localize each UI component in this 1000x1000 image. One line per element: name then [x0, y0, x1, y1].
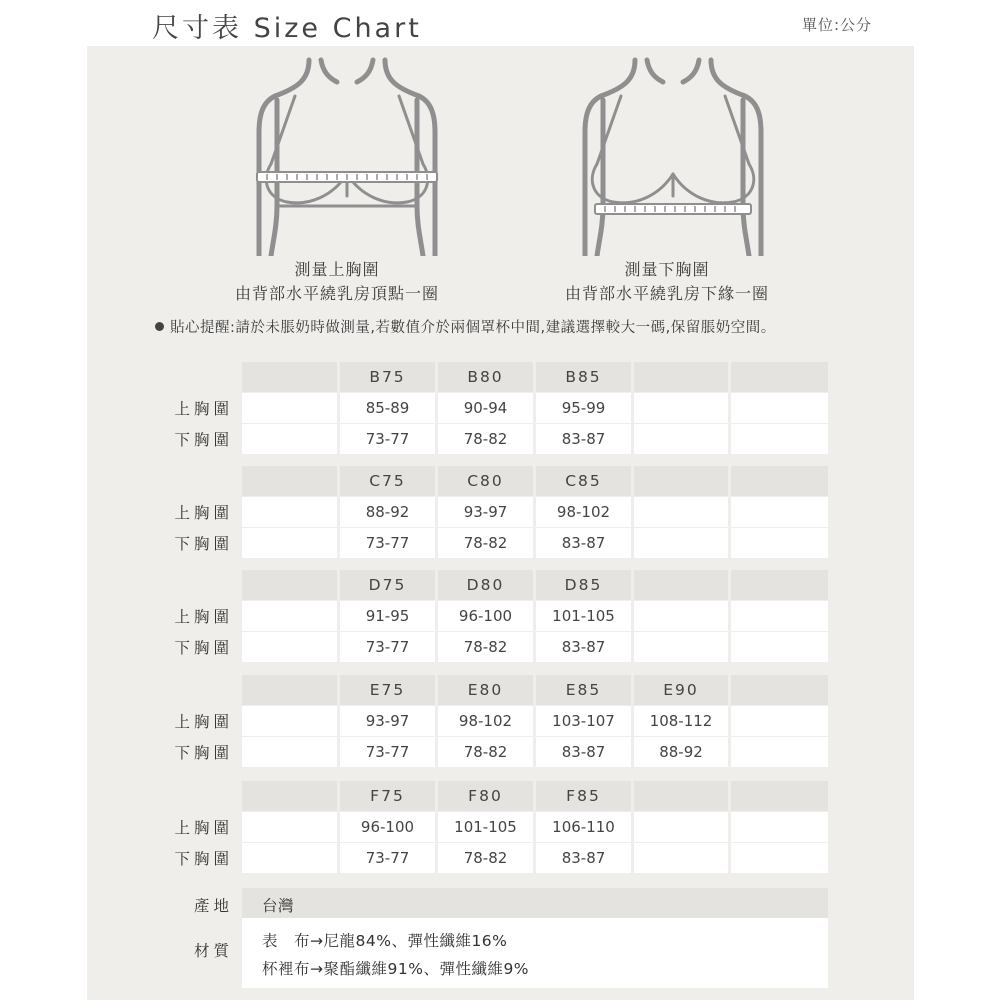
size-header-cell: D80 [438, 570, 533, 600]
under-bust-caption: 測量下胸圍 [624, 260, 710, 279]
bust-measure-icon [247, 56, 447, 256]
size-header-cell: B85 [536, 362, 631, 392]
under-bust-cell: 78-82 [438, 424, 533, 454]
upper-bust-label: 上胸圍 [174, 608, 233, 626]
under-bust-cell: 78-82 [438, 737, 533, 767]
upper-bust-label: 上胸圍 [174, 713, 233, 731]
upper-bust-label: 上胸圍 [174, 400, 233, 418]
under-bust-cell [731, 843, 828, 873]
under-bust-cell [634, 528, 728, 558]
under-bust-cell: 73-77 [340, 843, 435, 873]
upper-bust-cell: 103-107 [536, 706, 631, 736]
under-bust-cell [634, 632, 728, 662]
under-bust-cell [634, 424, 728, 454]
size-header-cell: D85 [536, 570, 631, 600]
under-bust-cell: 83-87 [536, 843, 631, 873]
under-bust-cell: 73-77 [340, 528, 435, 558]
under-bust-cell [634, 843, 728, 873]
upper-bust-caption: 測量上胸圍 [294, 260, 380, 279]
size-header-cell: C75 [340, 466, 435, 496]
upper-bust-cell: 96-100 [438, 601, 533, 631]
size-header-cell: F80 [438, 781, 533, 811]
upper-bust-cell: 95-99 [536, 393, 631, 423]
under-bust-cell: 78-82 [438, 843, 533, 873]
under-bust-cell [731, 424, 828, 454]
under-bust-label: 下胸圍 [174, 639, 233, 657]
upper-bust-cell: 93-97 [340, 706, 435, 736]
under-bust-cell: 73-77 [340, 737, 435, 767]
size-header-cell [634, 781, 728, 811]
table-cell-blank [242, 781, 337, 811]
underbust-measure-icon [573, 56, 773, 256]
size-header-cell [634, 362, 728, 392]
size-header-cell: C85 [536, 466, 631, 496]
under-bust-label: 下胸圍 [174, 850, 233, 868]
material-line-2: 杯裡布→聚酯纖維91%、彈性纖維9% [262, 960, 530, 978]
upper-bust-cell [731, 706, 828, 736]
upper-bust-cell: 93-97 [438, 497, 533, 527]
under-bust-cell: 78-82 [438, 632, 533, 662]
under-bust-cell: 83-87 [536, 528, 631, 558]
upper-bust-cell: 101-105 [438, 812, 533, 842]
upper-bust-cell: 98-102 [438, 706, 533, 736]
under-bust-label: 下胸圍 [174, 535, 233, 553]
size-header-cell: E90 [634, 675, 728, 705]
upper-bust-cell [731, 812, 828, 842]
origin-value: 台灣 [262, 897, 295, 915]
under-bust-cell: 83-87 [536, 424, 631, 454]
size-chart-panel [87, 46, 914, 1000]
upper-bust-cell [634, 393, 728, 423]
upper-bust-cell: 85-89 [340, 393, 435, 423]
size-header-cell: F85 [536, 781, 631, 811]
table-cell-blank [242, 466, 337, 496]
upper-bust-cell: 91-95 [340, 601, 435, 631]
upper-bust-cell: 90-94 [438, 393, 533, 423]
table-cell-blank [242, 843, 337, 873]
material-label: 材質 [193, 942, 233, 960]
under-bust-instruction: 由背部水平繞乳房下緣一圈 [564, 284, 769, 303]
size-header-cell [731, 675, 828, 705]
upper-bust-cell [634, 601, 728, 631]
table-cell-blank [242, 675, 337, 705]
tip-note [155, 316, 776, 337]
size-header-cell: E75 [340, 675, 435, 705]
size-header-cell [731, 570, 828, 600]
upper-bust-label: 上胸圍 [174, 819, 233, 837]
upper-bust-cell [731, 393, 828, 423]
upper-bust-cell: 101-105 [536, 601, 631, 631]
origin-label: 產地 [193, 897, 233, 915]
table-cell-blank [242, 737, 337, 767]
size-header-cell: B75 [340, 362, 435, 392]
size-header-cell: B80 [438, 362, 533, 392]
under-bust-cell: 73-77 [340, 632, 435, 662]
table-cell-blank [242, 424, 337, 454]
table-cell-blank [242, 632, 337, 662]
table-cell-blank [242, 812, 337, 842]
under-bust-cell [731, 737, 828, 767]
size-header-cell [731, 466, 828, 496]
table-cell-blank [242, 706, 337, 736]
upper-bust-cell: 106-110 [536, 812, 631, 842]
under-bust-cell: 78-82 [438, 528, 533, 558]
under-bust-cell: 83-87 [536, 737, 631, 767]
upper-bust-label: 上胸圍 [174, 504, 233, 522]
origin-row [242, 888, 828, 918]
size-header-cell: C80 [438, 466, 533, 496]
upper-bust-cell [634, 497, 728, 527]
upper-bust-cell: 98-102 [536, 497, 631, 527]
size-header-cell [731, 362, 828, 392]
under-bust-cell [731, 528, 828, 558]
tip-text: 貼心提醒:請於未脹奶時做測量,若數值介於兩個罩杯中間,建議選擇較大一碼,保留脹奶空間。 [170, 320, 776, 336]
size-header-cell: D75 [340, 570, 435, 600]
under-bust-cell: 73-77 [340, 424, 435, 454]
material-line-1: 表 布→尼龍84%、彈性纖維16% [262, 932, 508, 950]
size-header-cell: F75 [340, 781, 435, 811]
header [0, 0, 1000, 46]
bullet-icon [155, 322, 164, 331]
size-header-cell [634, 466, 728, 496]
table-cell-blank [242, 393, 337, 423]
under-bust-cell: 83-87 [536, 632, 631, 662]
under-bust-label: 下胸圍 [174, 431, 233, 449]
page-title: 尺寸表 Size Chart [152, 13, 422, 44]
size-header-cell: E80 [438, 675, 533, 705]
table-cell-blank [242, 497, 337, 527]
under-bust-cell [731, 632, 828, 662]
under-bust-cell: 88-92 [634, 737, 728, 767]
upper-bust-cell: 108-112 [634, 706, 728, 736]
table-cell-blank [242, 362, 337, 392]
upper-bust-cell [634, 812, 728, 842]
upper-bust-cell [731, 497, 828, 527]
under-bust-label: 下胸圍 [174, 744, 233, 762]
size-header-cell [634, 570, 728, 600]
upper-bust-cell [731, 601, 828, 631]
table-cell-blank [242, 570, 337, 600]
table-cell-blank [242, 601, 337, 631]
upper-bust-instruction: 由背部水平繞乳房頂點一圈 [234, 284, 439, 303]
unit-label: 單位:公分 [801, 16, 872, 34]
upper-bust-cell: 96-100 [340, 812, 435, 842]
table-cell-blank [242, 528, 337, 558]
size-header-cell [731, 781, 828, 811]
upper-bust-cell: 88-92 [340, 497, 435, 527]
size-header-cell: E85 [536, 675, 631, 705]
